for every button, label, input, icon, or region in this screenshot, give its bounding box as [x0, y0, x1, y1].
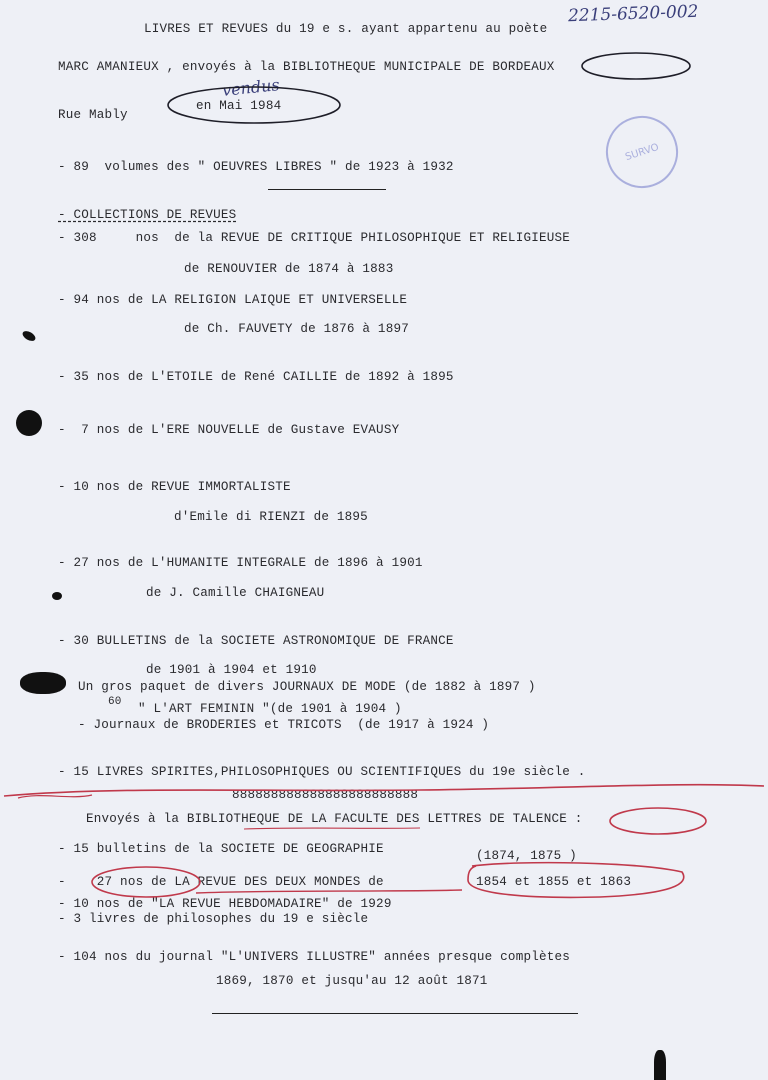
list-item-continued: 1854 et 1855 et 1863: [476, 875, 632, 889]
list-item-continued: de Ch. FAUVETY de 1876 à 1897: [184, 322, 409, 336]
list-item-continued: (1874, 1875 ): [476, 849, 577, 863]
list-item-continued: de RENOUVIER de 1874 à 1883: [184, 262, 394, 276]
red-separator-stroke: [4, 785, 764, 796]
red-underline: [196, 890, 462, 893]
list-item: - 15 bulletins de la SOCIETE DE GEOGRAPHIE: [58, 842, 384, 856]
list-item: - 30 BULLETINS de la SOCIETE ASTRONOMIQUE DE FRANCE: [58, 634, 454, 648]
date-circle-mark: [168, 87, 340, 123]
handwritten-reference-number: 2215-6520-002: [567, 1, 699, 27]
list-item-continued: de 1901 à 1904 et 1910: [146, 663, 317, 677]
list-item: - 308 nos de la REVUE DE CRITIQUE PHILOSOPHIQUE ET RELIGIEUSE: [58, 231, 570, 245]
list-item-continued: de J. Camille CHAIGNEAU: [146, 586, 325, 600]
header-line-2: MARC AMANIEUX , envoyés à la BIBLIOTHEQUE MUNICIPALE DE BORDEAUX: [58, 60, 555, 74]
list-item: - 15 LIVRES SPIRITES,PHILOSOPHIQUES OU SCIENTIFIQUES du 19e siècle .: [58, 765, 586, 779]
revue-count-circle-mark: [92, 867, 200, 897]
list-item: - Journaux de BRODERIES et TRICOTS (de 1917 à 1924 ): [78, 718, 490, 732]
list-item: - 94 nos de LA RELIGION LAIQUE ET UNIVERSELLE: [58, 293, 408, 307]
list-item: - 35 nos de L'ETOILE de René CAILLIE de 1892 à 1895: [58, 370, 454, 384]
list-item: - 104 nos du journal "L'UNIVERS ILLUSTRE" années presque complètes: [58, 950, 570, 964]
bordeaux-circle-mark: [582, 53, 690, 79]
red-underline: [244, 828, 420, 829]
years-circle-mark: [468, 863, 684, 898]
street-address: Rue Mably: [58, 108, 128, 122]
list-item: - 7 nos de L'ERE NOUVELLE de Gustave EVAUSY: [58, 423, 400, 437]
talence-circle-mark: [610, 808, 706, 834]
list-item: Un gros paquet de divers JOURNAUX DE MODE (de 1882 à 1897 ): [78, 680, 536, 694]
separator-line: 888888888888888888888888: [232, 788, 419, 802]
handwritten-note-vendus: vendus: [221, 75, 281, 100]
list-item-continued: d'Emile di RIENZI de 1895: [174, 510, 368, 524]
list-item: - 89 volumes des " OEUVRES LIBRES " de 1923 à 1932: [58, 160, 454, 174]
list-item: - 10 nos de REVUE IMMORTALISTE: [58, 480, 291, 494]
header-date: en Mai 1984: [196, 99, 282, 113]
red-separator-stroke: [18, 795, 92, 798]
list-item: - 27 nos de LA REVUE DES DEUX MONDES de: [58, 875, 384, 889]
header-line-1: LIVRES ET REVUES du 19 e s. ayant appartenu au poète: [144, 22, 548, 36]
section-heading-collections: - COLLECTIONS DE REVUES: [58, 208, 237, 222]
list-item: - 10 nos de "LA REVUE HEBDOMADAIRE" de 1929: [58, 897, 392, 911]
library-stamp: SURVO: [597, 107, 688, 198]
list-item: - 3 livres de philosophes du 19 e siècle: [58, 912, 369, 926]
list-item: " L'ART FEMININ "(de 1901 à 1904 ): [138, 702, 402, 716]
list-item: - 27 nos de L'HUMANITE INTEGRALE de 1896 à 1901: [58, 556, 423, 570]
section-heading-talence: Envoyés à la BIBLIOTHEQUE DE LA FACULTE DES LETTRES DE TALENCE :: [86, 812, 583, 826]
list-item-continued: 1869, 1870 et jusqu'au 12 août 1871: [216, 974, 488, 988]
quantity-note: 60: [108, 696, 122, 708]
